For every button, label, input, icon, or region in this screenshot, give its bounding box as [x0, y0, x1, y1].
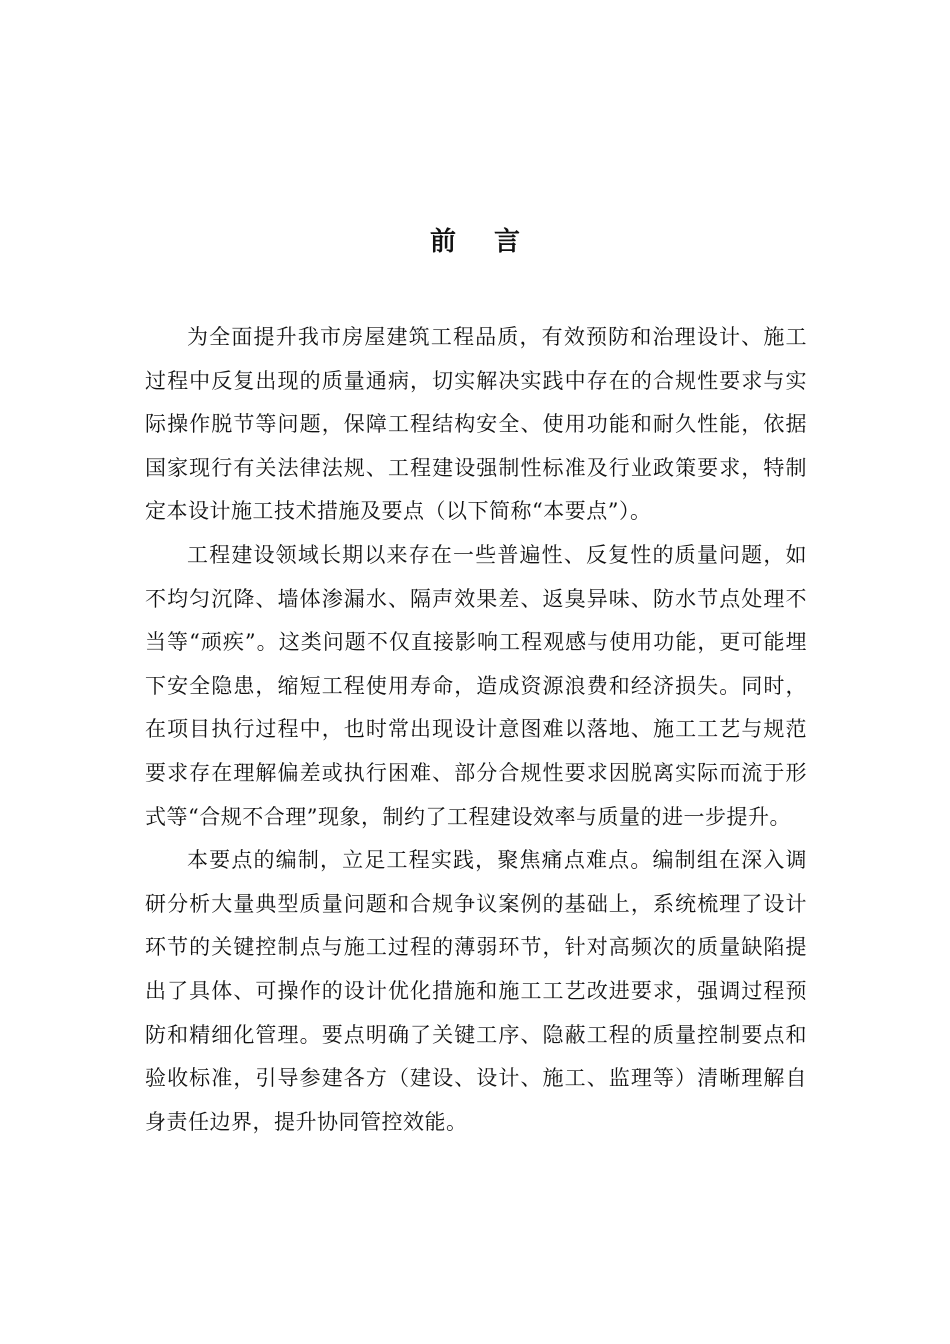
paragraph-3: 本要点的编制，立足工程实践，聚焦痛点难点。编制组在深入调研分析大量典型质量问题和合规争议案例的基础上，系统梳理了设计环节的关键控制点与施工过程的薄弱环节，针对高频次的质量缺陷提出了具体、可操作的设计优化措施和施工工艺改进要求，强调过程预防和精细化管理。要点明确了关键工序、隐蔽工程的质量控制要点和验收标准，引导参建各方（建设、设计、施工、监理等）清晰理解自身责任边界，提升协同管控效能。	[145, 848, 807, 1134]
paragraph-2: 工程建设领域长期以来存在一些普遍性、反复性的质量问题，如不均匀沉降、墙体渗漏水、隔声效果差、返臭异味、防水节点处理不当等“顽疾”。这类问题不仅直接影响工程观感与使用功能，更可能埋下安全隐患，缩短工程使用寿命，造成资源浪费和经济损失。同时，在项目执行过程中，也时常出现设计意图难以落地、施工工艺与规范要求存在理解偏差或执行困难、部分合规性要求因脱离实际而流于形式等“合规不合理”现象，制约了工程建设效率与质量的进一步提升。	[145, 542, 807, 829]
paragraph-1: 为全面提升我市房屋建筑工程品质，有效预防和治理设计、施工过程中反复出现的质量通病，切实解决实践中存在的合规性要求与实际操作脱节等问题，保障工程结构安全、使用功能和耐久性能，依据国家现行有关法律法规、工程建设强制性标准及行业政策要求，特制定本设计施工技术措施及要点（以下简称“本要点”）。	[145, 325, 807, 524]
page-title: 前言	[429, 227, 558, 257]
preface-body	[145, 316, 807, 1144]
